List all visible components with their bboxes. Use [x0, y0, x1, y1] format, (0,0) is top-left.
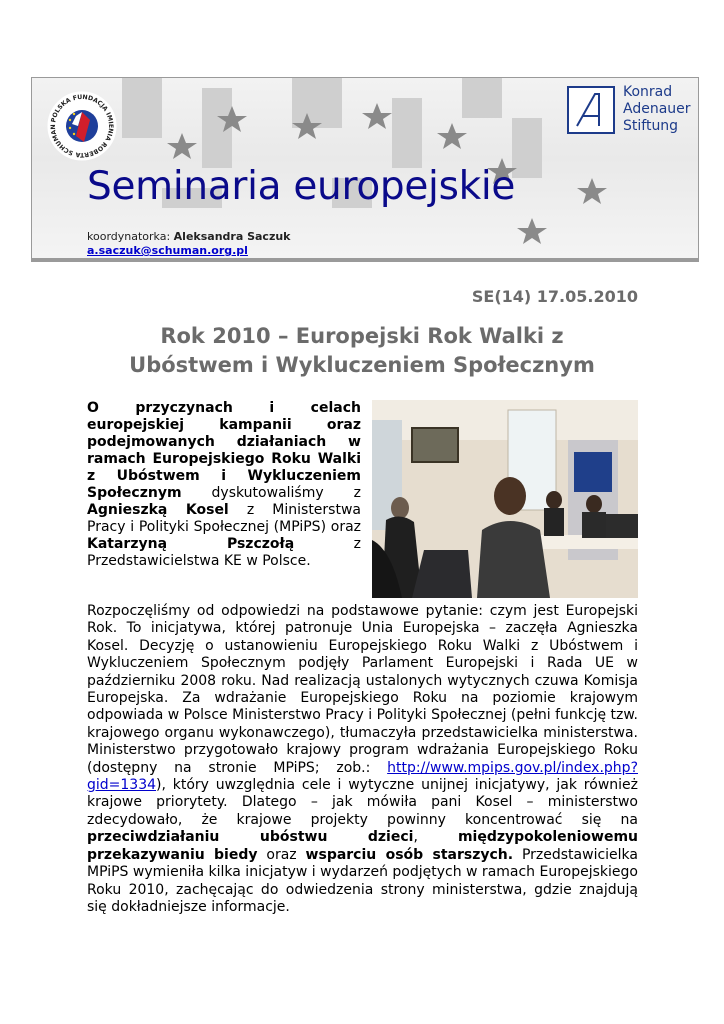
konrad-adenauer-stiftung-logo: [567, 84, 695, 140]
schuman-foundation-logo: [46, 90, 118, 162]
body-text: ,: [413, 829, 458, 846]
series-title: Seminaria europejskie: [87, 164, 516, 209]
intro-lead: O przyczynach i celach europejskiej kampanii oraz podejmowanych działaniach w ramach Europejskiego Roku Walki z Ubóstwem i Wykluczeniem Społecznym: [87, 400, 361, 501]
article-headline: [90, 322, 634, 380]
body-emphasis: wsparciu osób starszych.: [305, 846, 514, 863]
kas-name: [623, 84, 691, 135]
body-text: Przedstawicielka MPiPS wymieniła kilka inicjatyw i wydarzeń podjętych w ramach Europejskiego Roku 2010, zachęcając do odwiedzenia strony ministerstwa, gdzie znajdują się dokładniejsze informacje.: [87, 846, 638, 915]
document-reference: SE(14) 17.05.2010: [471, 287, 638, 306]
coordinator-email-link[interactable]: a.saczuk@schuman.org.pl: [87, 244, 248, 257]
headline-line: Ubóstwem i Wykluczeniem Społecznym: [129, 353, 595, 377]
intro-text: z Ministerstwa Pracy i Polityki Społecznej (MPiPS) oraz: [87, 502, 361, 535]
intro-paragraph: [87, 400, 361, 570]
seal-text: POLSKA FUNDACJA IMIENIA ROBERTA SCHUMAN: [49, 93, 115, 159]
person-name: Agnieszką Kosel: [87, 502, 229, 518]
headline-line: Rok 2010 – Europejski Rok Walki z: [160, 324, 564, 348]
coordinator-label: koordynatorka:: [87, 230, 171, 243]
header-banner: [31, 77, 699, 262]
body-text: Rozpoczęliśmy od odpowiedzi na podstawowe pytanie: czym jest Europejski Rok. To inicjatywa, której patronuje Unia Europejska – zaczęła Agnieszka Kosel. Decyzję o ustanowieniu Europejskiego Roku Walki z Ubóstwem i Wykluczeniem Społecznym podjęły Parlament Europejski i Rada UE w październiku 2008 roku. Nad realizacją ustalonych wytycznych czuwa Komisja Europejska. Za wdrażanie Europejskiego Roku na poziomie krajowym odpowiada w Polsce Ministerstwo Pracy i Polityki Społecznej (pełni funkcję tzw. krajowego organu wykonawczego), tłumaczyła przedstawicielka ministerstwa. Ministerstwo przygotowało krajowy program wdrażania Europejskiego Roku (dostępny na stronie MPiPS; zob.:: [87, 603, 638, 776]
body-text: oraz: [257, 846, 306, 863]
kas-emblem: [567, 86, 615, 134]
coordinator-line: [87, 230, 291, 243]
kas-line: Adenauer: [623, 101, 691, 117]
seminar-photo: [372, 400, 638, 598]
mpips-program-link[interactable]: http://www.mpips.gov.pl/index.php?gid=1334: [87, 759, 638, 794]
article-body: [87, 603, 638, 916]
intro-text: dyskutowaliśmy z: [181, 485, 361, 501]
body-emphasis: międzypokoleniowemu przekazywaniu biedy: [87, 829, 638, 863]
kas-line: Stiftung: [623, 118, 679, 134]
kas-line: Konrad: [623, 84, 673, 100]
person-name: Katarzyną Pszczołą: [87, 536, 295, 552]
intro-text: z Przedstawicielstwa KE w Polsce.: [87, 536, 361, 569]
coordinator-name: Aleksandra Saczuk: [173, 230, 291, 243]
body-emphasis: przeciwdziałaniu ubóstwu dzieci: [87, 829, 414, 846]
body-text: ), który uwzględnia cele i wytyczne unijnej inicjatywy, jak również krajowe priorytety. Dlatego – jak mówiła pani Kosel – ministerstwo zdecydowało, że krajowe projekty powinny koncentrować się na: [87, 777, 638, 828]
